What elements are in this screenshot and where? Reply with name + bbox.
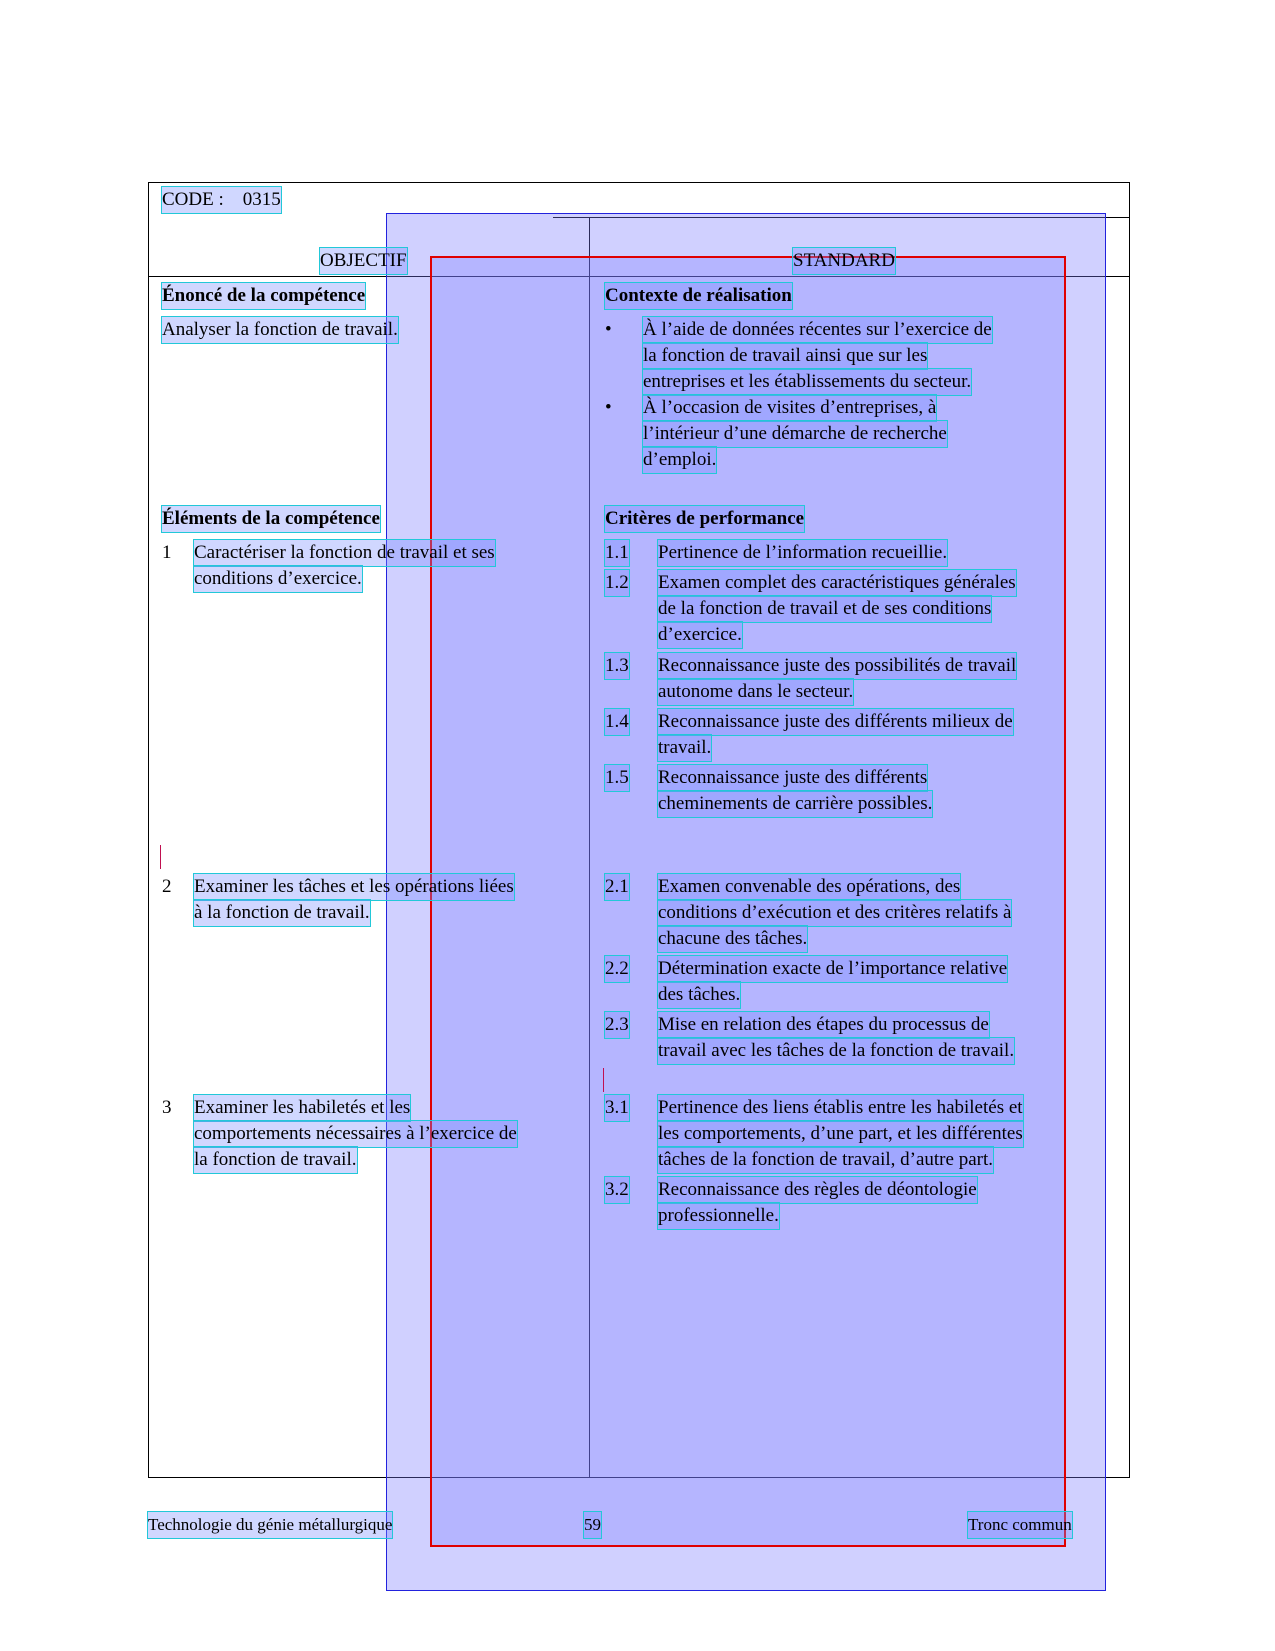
contexte-2-line-3: d’emploi. (643, 447, 716, 473)
code-field (162, 187, 281, 213)
critere-3-2-number: 3.2 (605, 1177, 629, 1203)
element-3-line-3: la fonction de travail. (194, 1147, 357, 1173)
critere-2-2-line-2: des tâches. (658, 982, 740, 1008)
contexte-2-line-1: À l’occasion de visites d’entreprises, à (643, 395, 936, 421)
critere-1-2-number: 1.2 (605, 570, 629, 596)
critere-1-4-line-1: Reconnaissance juste des différents milieux de (658, 709, 1013, 735)
critere-2-1-number: 2.1 (605, 874, 629, 900)
element-2-line-1: Examiner les tâches et les opérations liées (194, 874, 514, 900)
critere-1-1-number: 1.1 (605, 540, 629, 566)
contexte-1-line-1: À l’aide de données récentes sur l’exercice de (643, 317, 992, 343)
enonce-text: Analyser la fonction de travail. (162, 317, 398, 343)
header-standard: STANDARD (793, 248, 895, 274)
critere-3-1-line-2: les comportements, d’une part, et les différentes (658, 1121, 1023, 1147)
footer-program: Technologie du génie métallurgique (148, 1512, 392, 1538)
critere-1-3-line-2: autonome dans le secteur. (658, 679, 853, 705)
critere-3-2-line-1: Reconnaissance des règles de déontologie (658, 1177, 977, 1203)
element-2-number: 2 (162, 876, 172, 897)
critere-3-1-line-3: tâches de la fonction de travail, d’autre part. (658, 1147, 993, 1173)
critere-1-2-line-2: de la fonction de travail et de ses conditions (658, 596, 991, 622)
critere-1-2-line-3: d’exercice. (658, 622, 742, 648)
critere-1-5-line-2: cheminements de carrière possibles. (658, 791, 932, 817)
critere-2-2-line-1: Détermination exacte de l’importance relative (658, 956, 1007, 982)
footer-page-number: 59 (584, 1512, 601, 1538)
element-1-line-1: Caractériser la fonction de travail et ses (194, 540, 495, 566)
header-objectif: OBJECTIF (320, 248, 407, 274)
contexte-1-line-3: entreprises et les établissements du secteur. (643, 369, 971, 395)
critere-1-3-number: 1.3 (605, 653, 629, 679)
element-1-line-2: conditions d’exercice. (194, 566, 362, 592)
critere-3-1-line-1: Pertinence des liens établis entre les habiletés et (658, 1095, 1023, 1121)
critere-1-5-line-1: Reconnaissance juste des différents (658, 765, 927, 791)
footer-section: Tronc commun (968, 1512, 1072, 1538)
contexte-title: Contexte de réalisation (605, 283, 792, 309)
critere-1-3-line-1: Reconnaissance juste des possibilités de travail (658, 653, 1016, 679)
contexte-bullet-1: • (605, 319, 612, 340)
element-2-line-2: à la fonction de travail. (194, 900, 370, 926)
contexte-1-line-2: la fonction de travail ainsi que sur les (643, 343, 927, 369)
cursor-mark (160, 845, 161, 869)
code-value: 0315 (242, 189, 281, 210)
critere-3-2-line-2: professionnelle. (658, 1203, 779, 1229)
enonce-title: Énoncé de la compétence (162, 283, 365, 309)
critere-2-3-line-1: Mise en relation des étapes du processus de (658, 1012, 989, 1038)
critere-2-3-line-2: travail avec les tâches de la fonction de travail. (658, 1038, 1014, 1064)
critere-2-3-number: 2.3 (605, 1012, 629, 1038)
critere-1-5-number: 1.5 (605, 765, 629, 791)
contexte-2-line-2: l’intérieur d’une démarche de recherche (643, 421, 947, 447)
critere-2-1-line-2: conditions d’exécution et des critères relatifs à (658, 900, 1011, 926)
critere-2-1-line-1: Examen convenable des opérations, des (658, 874, 960, 900)
cursor-mark-2 (603, 1068, 604, 1092)
critere-3-1-number: 3.1 (605, 1095, 629, 1121)
critere-1-2-line-1: Examen complet des caractéristiques générales (658, 570, 1016, 596)
element-3-line-2: comportements nécessaires à l’exercice de (194, 1121, 517, 1147)
element-3-number: 3 (162, 1097, 172, 1118)
critere-1-4-number: 1.4 (605, 709, 629, 735)
code-label: CODE : (162, 189, 224, 210)
critere-2-1-line-3: chacune des tâches. (658, 926, 807, 952)
critere-1-4-line-2: travail. (658, 735, 711, 761)
elements-title: Éléments de la compétence (162, 506, 380, 532)
criteres-title: Critères de performance (605, 506, 804, 532)
critere-2-2-number: 2.2 (605, 956, 629, 982)
element-3-line-1: Examiner les habiletés et les (194, 1095, 410, 1121)
critere-1-1-line-1: Pertinence de l’information recueillie. (658, 540, 947, 566)
element-1-number: 1 (162, 542, 172, 563)
contexte-bullet-2: • (605, 397, 612, 418)
